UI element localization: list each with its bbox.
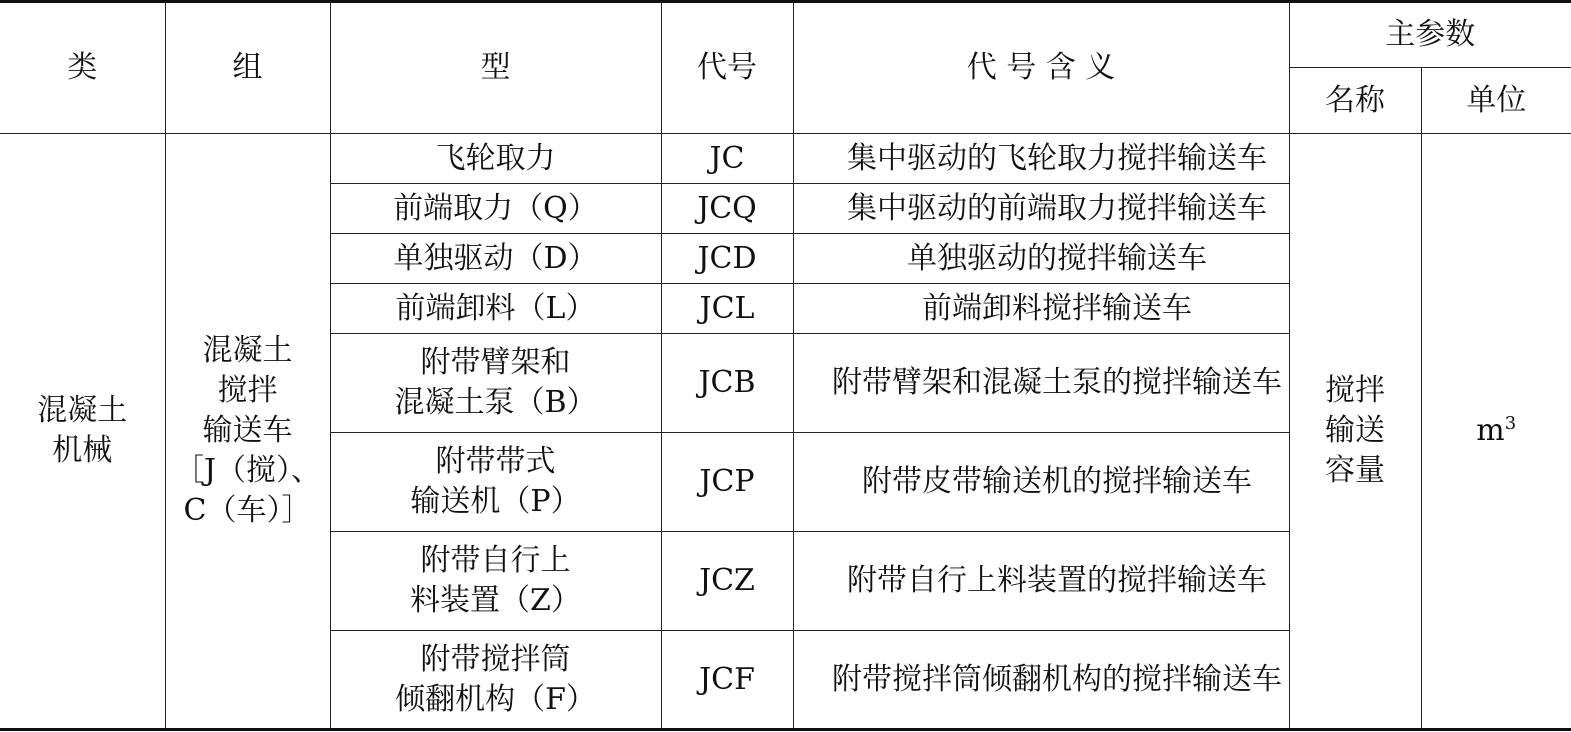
header-row-1 xyxy=(0,2,1571,68)
type-cell: 附带搅拌筒 倾翻机构（F） xyxy=(330,631,661,730)
code-cell: JC xyxy=(661,134,793,184)
header-danwei: 单位 xyxy=(1421,68,1571,134)
meaning-cell: 附带皮带输送机的搅拌输送车 xyxy=(793,433,1289,532)
code-cell: JCP xyxy=(661,433,793,532)
unit-base: m xyxy=(1476,413,1505,448)
param-name-cell: 搅拌 输送 容量 xyxy=(1289,134,1421,730)
meaning-cell: 附带自行上料装置的搅拌输送车 xyxy=(793,532,1289,631)
header-mingcheng: 名称 xyxy=(1289,68,1421,134)
header-zhucanshu: 主参数 xyxy=(1289,2,1571,68)
unit-exponent: 3 xyxy=(1504,413,1517,434)
type-cell: 附带臂架和 混凝土泵（B） xyxy=(330,334,661,433)
meaning-cell: 集中驱动的前端取力搅拌输送车 xyxy=(793,184,1289,234)
meaning-cell: 附带臂架和混凝土泵的搅拌输送车 xyxy=(793,334,1289,433)
code-cell: JCD xyxy=(661,234,793,284)
type-cell: 飞轮取力 xyxy=(330,134,661,184)
type-cell: 前端取力（Q） xyxy=(330,184,661,234)
type-cell: 附带自行上 料装置（Z） xyxy=(330,532,661,631)
code-cell: JCZ xyxy=(661,532,793,631)
code-cell: JCB xyxy=(661,334,793,433)
header-lei: 类 xyxy=(0,2,165,134)
type-cell: 附带带式 输送机（P） xyxy=(330,433,661,532)
meaning-cell: 附带搅拌筒倾翻机构的搅拌输送车 xyxy=(793,631,1289,730)
type-cell: 单独驱动（D） xyxy=(330,234,661,284)
header-xing: 型 xyxy=(330,2,661,134)
meaning-cell: 单独驱动的搅拌输送车 xyxy=(793,234,1289,284)
code-cell: JCF xyxy=(661,631,793,730)
param-unit-cell xyxy=(1421,134,1571,730)
header-daihao-hanyi: 代 号 含 义 xyxy=(793,2,1289,134)
header-daihao: 代号 xyxy=(661,2,793,134)
zu-cell: 混凝土 搅拌 输送车 ［J（搅）、 C（车）］ xyxy=(165,134,330,730)
code-cell: JCQ xyxy=(661,184,793,234)
lei-cell: 混凝土 机械 xyxy=(0,134,165,730)
table-row xyxy=(0,134,1571,184)
code-cell: JCL xyxy=(661,284,793,334)
header-zu: 组 xyxy=(165,2,330,134)
type-cell: 前端卸料（L） xyxy=(330,284,661,334)
meaning-cell: 集中驱动的飞轮取力搅拌输送车 xyxy=(793,134,1289,184)
meaning-cell: 前端卸料搅拌输送车 xyxy=(793,284,1289,334)
